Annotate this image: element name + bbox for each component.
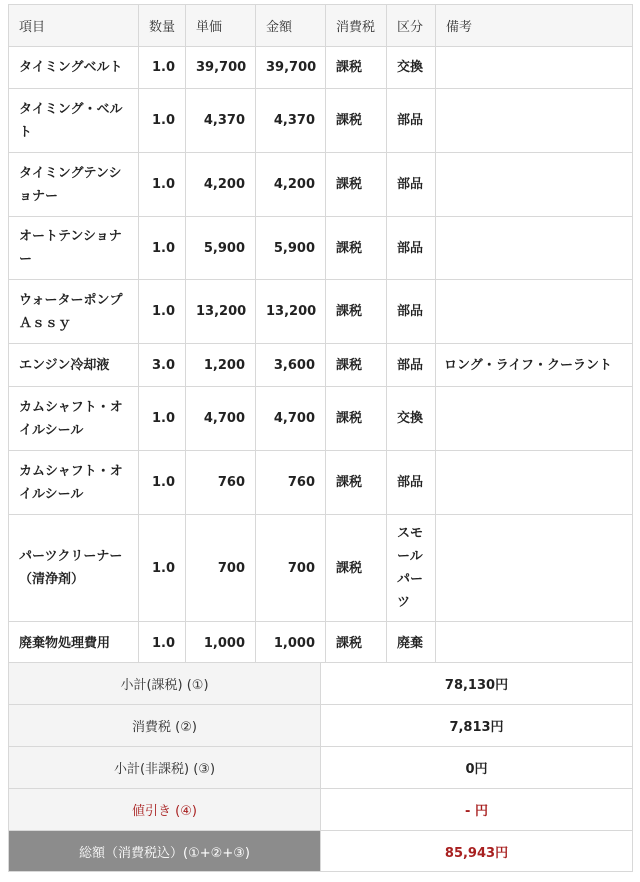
estimate-items-table xyxy=(8,4,633,665)
cell-unit-price: 13,200 xyxy=(186,280,256,344)
cell-category: 部品 xyxy=(387,153,436,217)
cell-note xyxy=(436,387,633,451)
cell-category: 部品 xyxy=(387,451,436,515)
table-row xyxy=(9,217,633,280)
cell-note: ロング・ライフ・クーラント xyxy=(436,344,633,387)
subtotal-nontaxable-label: 小計(非課税) (③) xyxy=(9,747,321,789)
cell-qty: 1.0 xyxy=(139,217,186,280)
subtotal-nontaxable-value: 0円 xyxy=(321,747,633,789)
cell-tax: 課税 xyxy=(326,622,387,665)
table-row xyxy=(9,387,633,451)
summary-row-discount xyxy=(9,789,633,831)
cell-qty: 1.0 xyxy=(139,153,186,217)
cell-unit-price: 5,900 xyxy=(186,217,256,280)
cell-item: オートテンショナー xyxy=(9,217,139,280)
cell-tax: 課税 xyxy=(326,344,387,387)
summary-row-subtotal-nontaxable xyxy=(9,747,633,789)
subtotal-taxable-value: 78,130円 xyxy=(321,663,633,705)
cell-item: カムシャフト・オイルシール xyxy=(9,451,139,515)
cell-item: タイミング・ベルト xyxy=(9,89,139,153)
table-row xyxy=(9,622,633,665)
cell-category: 交換 xyxy=(387,387,436,451)
cell-tax: 課税 xyxy=(326,280,387,344)
total-label: 総額（消費税込）(①+②+③) xyxy=(9,831,321,872)
table-row xyxy=(9,89,633,153)
cell-amount: 1,000 xyxy=(256,622,326,665)
header-category: 区分 xyxy=(387,5,436,47)
discount-label: 値引き (④) xyxy=(9,789,321,831)
cell-unit-price: 4,700 xyxy=(186,387,256,451)
cell-tax: 課税 xyxy=(326,451,387,515)
cell-unit-price: 4,200 xyxy=(186,153,256,217)
cell-tax: 課税 xyxy=(326,47,387,89)
tax-label: 消費税 (②) xyxy=(9,705,321,747)
cell-tax: 課税 xyxy=(326,153,387,217)
cell-tax: 課税 xyxy=(326,515,387,622)
cell-unit-price: 700 xyxy=(186,515,256,622)
cell-unit-price: 760 xyxy=(186,451,256,515)
header-amount: 金額 xyxy=(256,5,326,47)
cell-item: カムシャフト・オイルシール xyxy=(9,387,139,451)
cell-amount: 5,900 xyxy=(256,217,326,280)
cell-qty: 1.0 xyxy=(139,47,186,89)
table-row xyxy=(9,451,633,515)
cell-category: 廃棄 xyxy=(387,622,436,665)
summary-row-total xyxy=(9,831,633,872)
cell-qty: 1.0 xyxy=(139,515,186,622)
cell-qty: 1.0 xyxy=(139,387,186,451)
cell-amount: 3,600 xyxy=(256,344,326,387)
cell-amount: 4,200 xyxy=(256,153,326,217)
cell-category: 部品 xyxy=(387,217,436,280)
cell-item: ウォーターポンプＡｓｓｙ xyxy=(9,280,139,344)
cell-note xyxy=(436,217,633,280)
cell-item: パーツクリーナー（清浄剤） xyxy=(9,515,139,622)
cell-amount: 760 xyxy=(256,451,326,515)
cell-qty: 3.0 xyxy=(139,344,186,387)
cell-tax: 課税 xyxy=(326,387,387,451)
cell-note xyxy=(436,47,633,89)
tax-value: 7,813円 xyxy=(321,705,633,747)
cell-qty: 1.0 xyxy=(139,89,186,153)
cell-note xyxy=(436,153,633,217)
cell-amount: 4,370 xyxy=(256,89,326,153)
table-header-row xyxy=(9,5,633,47)
cell-unit-price: 39,700 xyxy=(186,47,256,89)
cell-qty: 1.0 xyxy=(139,280,186,344)
cell-unit-price: 4,370 xyxy=(186,89,256,153)
cell-item: エンジン冷却液 xyxy=(9,344,139,387)
cell-item: タイミングベルト xyxy=(9,47,139,89)
cell-category: 交換 xyxy=(387,47,436,89)
header-tax: 消費税 xyxy=(326,5,387,47)
cell-item: タイミングテンショナー xyxy=(9,153,139,217)
header-unit-price: 単価 xyxy=(186,5,256,47)
cell-category: 部品 xyxy=(387,344,436,387)
estimate-summary-table xyxy=(8,662,633,872)
cell-note xyxy=(436,622,633,665)
cell-qty: 1.0 xyxy=(139,451,186,515)
total-value: 85,943円 xyxy=(321,831,633,872)
cell-amount: 4,700 xyxy=(256,387,326,451)
cell-category: 部品 xyxy=(387,280,436,344)
cell-note xyxy=(436,451,633,515)
summary-row-subtotal-taxable xyxy=(9,663,633,705)
cell-amount: 39,700 xyxy=(256,47,326,89)
summary-row-tax xyxy=(9,705,633,747)
table-row xyxy=(9,344,633,387)
header-qty: 数量 xyxy=(139,5,186,47)
table-row xyxy=(9,153,633,217)
table-row xyxy=(9,47,633,89)
table-row xyxy=(9,280,633,344)
cell-amount: 13,200 xyxy=(256,280,326,344)
cell-item: 廃棄物処理費用 xyxy=(9,622,139,665)
cell-note xyxy=(436,89,633,153)
cell-unit-price: 1,200 xyxy=(186,344,256,387)
table-row xyxy=(9,515,633,622)
cell-qty: 1.0 xyxy=(139,622,186,665)
cell-amount: 700 xyxy=(256,515,326,622)
cell-tax: 課税 xyxy=(326,89,387,153)
cell-category: スモールパーツ xyxy=(387,515,436,622)
cell-unit-price: 1,000 xyxy=(186,622,256,665)
header-item: 項目 xyxy=(9,5,139,47)
cell-tax: 課税 xyxy=(326,217,387,280)
discount-value: - 円 xyxy=(321,789,633,831)
subtotal-taxable-label: 小計(課税) (①) xyxy=(9,663,321,705)
cell-note xyxy=(436,515,633,622)
cell-note xyxy=(436,280,633,344)
cell-category: 部品 xyxy=(387,89,436,153)
header-note: 備考 xyxy=(436,5,633,47)
